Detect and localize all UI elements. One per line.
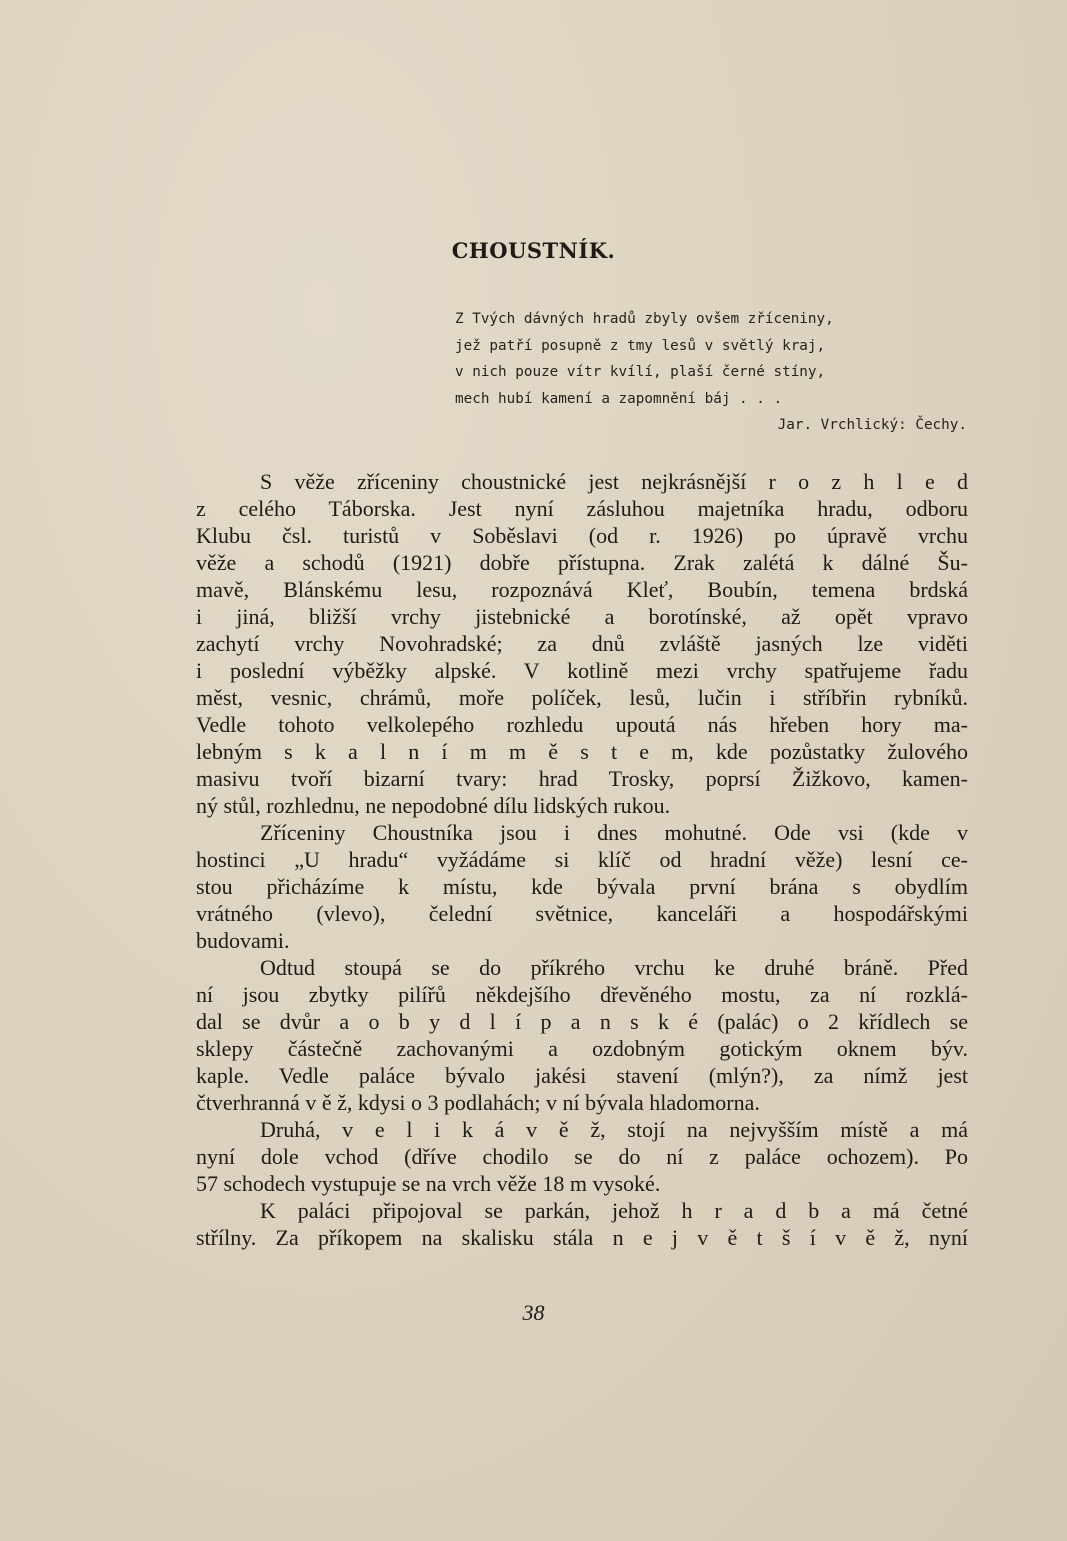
- motto-line: Z Tvých dávných hradů zbyly ovšem zříceniny,: [455, 311, 834, 327]
- body-line: Vedle tohoto velkolepého rozhledu upoutá nás hřeben hory ma-: [196, 712, 968, 737]
- body-line: Klubu čsl. turistů v Soběslavi (od r. 1926) po úpravě vrchu: [196, 523, 968, 548]
- body-line: kaple. Vedle paláce bývalo jakési stavení (mlýn?), za nímž jest: [196, 1063, 968, 1088]
- body-line: hostinci „U hradu“ vyžádáme si klíč od hradní věže) lesní ce-: [196, 847, 968, 872]
- motto-line: v nich pouze vítr kvílí, plaší černé stíny,: [455, 364, 826, 380]
- body-line: Zříceniny Choustníka jsou i dnes mohutné. Ode vsi (kde v: [260, 820, 968, 845]
- body-line: střílny. Za příkopem na skalisku stála n e j v ě t š í v ě ž, nyní: [196, 1225, 968, 1250]
- body-line: mavě, Blánskému lesu, rozpoznává Kleť, Boubín, temena brdská: [196, 577, 968, 602]
- body-line: dal se dvůr a o b y d l í p a n s k é (palác) o 2 křídlech se: [196, 1009, 968, 1034]
- motto-line: mech hubí kamení a zapomnění báj . . .: [455, 390, 783, 407]
- body-line: čtverhranná v ě ž, kdysi o 3 podlahách; v ní bývala hladomorna.: [196, 1090, 760, 1115]
- body-line: Druhá, v e l i k á v ě ž, stojí na nejvyšším místě a má: [260, 1117, 968, 1142]
- body-line: S věže zříceniny choustnické jest nejkrásnější r o z h l e d: [260, 469, 968, 494]
- body-line: Odtud stoupá se do příkrého vrchu ke druhé bráně. Před: [260, 955, 968, 980]
- body-line: měst, vesnic, chrámů, moře políček, lesů, lučin i stříbřin rybníků.: [196, 685, 968, 710]
- body-line: i jiná, bližší vrchy jistebnické a borotínské, až opět vpravo: [196, 604, 968, 629]
- motto-epigraph: [455, 306, 975, 439]
- body-line: ní jsou zbytky pilířů někdejšího dřevěného mostu, za ní rozklá-: [196, 982, 968, 1007]
- chapter-title: CHOUSTNÍK.: [451, 238, 616, 263]
- body-line: budovami.: [196, 928, 290, 953]
- motto-author: Jar. Vrchlický: Čechy.: [777, 417, 967, 433]
- body-line: věže a schodů (1921) dobře přístupna. Zrak zalétá k dálné Šu-: [196, 550, 968, 575]
- motto-line: jež patří posupně z tmy lesů v světlý kraj,: [455, 337, 826, 354]
- body-line: K paláci připojoval se parkán, jehož h r a d b a má četné: [260, 1198, 968, 1223]
- body-line: nyní dole vchod (dříve chodilo se do ní z paláce ochozem). Po: [196, 1144, 968, 1169]
- body-line: stou přicházíme k místu, kde bývala první brána s obydlím: [196, 874, 968, 899]
- body-line: vrátného (vlevo), čelední světnice, kanceláři a hospodářskými: [196, 901, 968, 926]
- body-line: z celého Táborska. Jest nyní zásluhou majetníka hradu, odboru: [196, 496, 968, 521]
- body-line: masivu tvoří bizarní tvary: hrad Trosky, poprsí Žižkovo, kamen-: [196, 766, 968, 791]
- body-line: lebným s k a l n í m m ě s t e m, kde pozůstatky žulového: [196, 739, 968, 764]
- body-line: 57 schodech vystupuje se na vrch věže 18 m vysoké.: [196, 1171, 661, 1196]
- body-line: zachytí vrchy Novohradské; za dnů zvláště jasných lze viděti: [196, 631, 968, 656]
- body-line: ný stůl, rozhlednu, ne nepodobné dílu lidských rukou.: [196, 793, 671, 818]
- body-line: i poslední výběžky alpské. V kotlině mezi vrchy spatřujeme řadu: [196, 658, 968, 683]
- body-line: sklepy částečně zachovanými a ozdobným gotickým oknem býv.: [196, 1036, 968, 1061]
- body-text: [196, 468, 968, 1251]
- page-number: 38: [522, 1300, 545, 1325]
